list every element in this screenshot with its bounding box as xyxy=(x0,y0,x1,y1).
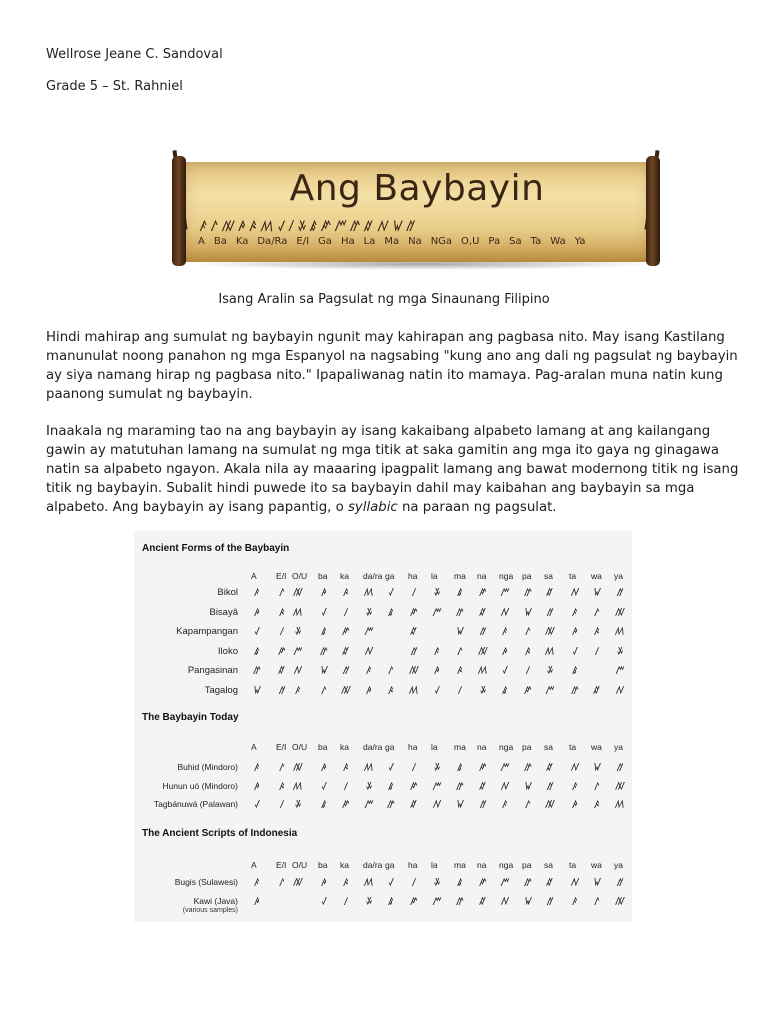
script-glyph-icon: ꤱ xyxy=(321,684,327,697)
column-header: A xyxy=(251,742,257,752)
script-glyph-icon: ꤲ xyxy=(293,587,303,599)
script-glyph-icon: ꤸ xyxy=(294,799,302,811)
paragraph-line: Hindi mahirap ang sumulat ng baybayin ngunit may kahirapan ang pagbasa nito. May isang Kastilang xyxy=(46,330,725,345)
script-glyph-icon: ꤸ xyxy=(294,626,302,638)
script-glyph-icon: ꤽ xyxy=(479,780,487,793)
script-glyph-icon: ꤺ xyxy=(524,684,532,697)
column-header: pa xyxy=(522,860,532,870)
banner-title: Ang Baybayin xyxy=(289,168,545,209)
script-glyph-icon: ꤵ xyxy=(364,877,374,889)
script-glyph-icon: ꤵ xyxy=(478,665,488,677)
script-glyph-icon: ꥀ xyxy=(410,645,418,658)
column-header: A xyxy=(251,571,257,581)
script-glyph-icon: ꤹ xyxy=(457,762,463,774)
script-glyph-icon: ꤼ xyxy=(524,587,532,599)
script-glyph-icon: ꤾ xyxy=(294,665,302,677)
column-header: ga xyxy=(385,860,395,870)
script-glyph-icon: ꤹ xyxy=(388,896,394,908)
script-glyph-icon: ꤻ xyxy=(500,762,510,774)
script-glyph-icon: ꤹ xyxy=(254,645,260,658)
script-glyph-icon: ꤼ xyxy=(456,780,464,793)
script-glyph-icon: ꤸ xyxy=(365,780,373,793)
banner-syllable: Da/Ra xyxy=(257,236,288,247)
script-glyph-icon: ꤾ xyxy=(501,780,509,793)
script-glyph-icon: ꤸ xyxy=(433,762,441,774)
script-glyph-icon: ꤽ xyxy=(546,877,554,889)
script-glyph-icon: ꤻ xyxy=(500,877,510,889)
column-header: ma xyxy=(454,742,466,752)
row-label: Buhid (Mindoro) xyxy=(177,762,238,772)
section-title: Ancient Forms of the Baybayin xyxy=(142,543,290,554)
script-glyph-icon: ꤹ xyxy=(321,626,327,638)
row-label: Bugis (Sulawesi) xyxy=(174,877,238,887)
script-glyph-icon: ꤺ xyxy=(410,780,418,793)
script-glyph-icon: ꤽ xyxy=(546,587,554,599)
script-glyph-icon: ꤹ xyxy=(457,877,463,889)
script-glyph-icon: ꤰ xyxy=(502,626,508,638)
column-header: da/ra xyxy=(363,571,383,581)
script-glyph-icon: ꥀ xyxy=(479,626,487,638)
row-note: (various samples) xyxy=(182,907,238,914)
script-glyph-icon: ꥀ xyxy=(342,665,350,677)
column-header: nga xyxy=(499,571,514,581)
script-glyph-icon: ꤸ xyxy=(433,877,441,889)
script-glyph-icon: ꥀ xyxy=(278,684,286,697)
script-glyph-icon: ꤵ xyxy=(545,645,555,658)
script-glyph-icon: ꤰ xyxy=(254,877,260,889)
column-header: pa xyxy=(522,571,532,581)
column-header: la xyxy=(431,742,438,752)
script-glyph-icon: ꤼ xyxy=(320,645,328,658)
script-glyph-icon: ꤺ xyxy=(278,645,286,658)
script-glyph-icon: ꤼ xyxy=(571,684,579,697)
script-glyph-icon: ꤵ xyxy=(364,587,374,599)
script-glyph-icon: ꤱ xyxy=(279,762,285,774)
column-header: la xyxy=(431,860,438,870)
script-glyph-icon: ꤾ xyxy=(501,896,509,908)
script-glyph-icon: ꤽ xyxy=(410,799,418,811)
script-glyph-icon: ꤳ xyxy=(572,626,578,638)
banner-syllable: Ma xyxy=(384,236,400,247)
script-glyph-icon: ꤿ xyxy=(320,665,328,677)
script-glyph-icon: ꤲ xyxy=(478,645,488,658)
script-glyph-icon: ꤿ xyxy=(253,684,261,697)
script-glyph-icon: ꤳ xyxy=(321,587,327,599)
script-glyph-icon: ꤺ xyxy=(479,877,487,889)
script-glyph-icon: ꤳ xyxy=(321,762,327,774)
column-header: ma xyxy=(454,571,466,581)
banner-syllable: Na xyxy=(408,236,422,247)
script-glyph-icon: ꤷ xyxy=(280,626,284,638)
column-header: na xyxy=(477,742,487,752)
script-glyph-icon: ꤹ xyxy=(457,587,463,599)
script-glyph-icon: ꤸ xyxy=(546,665,554,677)
column-header: ya xyxy=(614,860,623,870)
row-label: Iloko xyxy=(217,645,238,657)
script-glyph-icon: ꤵ xyxy=(364,762,374,774)
grade-section: Grade 5 – St. Rahniel xyxy=(46,79,183,94)
row-label: Pangasinan xyxy=(187,665,238,676)
script-glyph-icon: ꤱ xyxy=(457,645,463,658)
script-glyph-icon: ꤴ xyxy=(279,606,285,619)
script-glyph-icon: ꤰ xyxy=(366,665,372,677)
script-glyph-icon: ꤵ xyxy=(409,684,419,697)
row-label: Kapampangan xyxy=(176,626,238,637)
script-glyph-icon: ꤿ xyxy=(593,587,601,599)
script-glyph-icon: ꤲ xyxy=(615,896,625,908)
column-header: O/U xyxy=(292,860,308,870)
banner-syllable: Ta xyxy=(530,236,542,247)
script-glyph-icon: ꤹ xyxy=(572,665,578,677)
banner-syllable: A xyxy=(198,236,205,247)
script-glyph-icon: ꤺ xyxy=(410,896,418,908)
script-glyph-icon: ꤷ xyxy=(344,606,348,619)
column-header: ta xyxy=(569,571,577,581)
banner-syllable: NGa xyxy=(430,236,453,247)
script-glyph-icon: ꤺ xyxy=(479,587,487,599)
script-glyph-icon: ꤾ xyxy=(571,877,579,889)
script-glyph-icon: ꤶ xyxy=(254,799,260,811)
column-header: O/U xyxy=(292,742,308,752)
script-glyph-icon: ꤴ xyxy=(343,762,349,774)
script-glyph-icon: ꤸ xyxy=(433,587,441,599)
script-glyph-icon: ꤿ xyxy=(524,606,532,619)
script-glyph-icon: ꤰ xyxy=(254,587,260,599)
script-glyph-icon: ꤰ xyxy=(502,799,508,811)
script-glyph-icon: ꤱ xyxy=(525,799,531,811)
script-glyph-icon: ꤷ xyxy=(412,762,416,774)
column-header: ba xyxy=(318,860,328,870)
script-glyph-icon: ꥀ xyxy=(546,896,554,908)
column-header: wa xyxy=(591,571,602,581)
column-header: E/I xyxy=(276,742,287,752)
script-glyph-icon: ꤿ xyxy=(524,780,532,793)
script-glyph-icon: ꤾ xyxy=(571,587,579,599)
column-header: A xyxy=(251,860,257,870)
banner-syllable: Ya xyxy=(574,236,586,247)
column-header: ba xyxy=(318,571,328,581)
script-glyph-icon: ꤼ xyxy=(456,896,464,908)
script-glyph-icon: ꤲ xyxy=(293,877,303,889)
row-label: Kawi (Java) xyxy=(193,896,238,906)
section-title: The Baybayin Today xyxy=(142,712,239,723)
script-glyph-icon: ꤹ xyxy=(388,780,394,793)
script-glyph-icon: ꤵ xyxy=(293,606,303,619)
column-header: sa xyxy=(544,860,553,870)
script-glyph-icon: ꤻ xyxy=(500,587,510,599)
script-glyph-icon: ꤲ xyxy=(615,780,625,793)
script-glyph-icon: ꤱ xyxy=(279,587,285,599)
banner-syllable: O,U xyxy=(461,236,480,247)
script-glyph-icon: ꤻ xyxy=(432,780,442,793)
paragraph-line: ay siya namang hirap ng pagbasa nito." Ipapaliwanag natin ito mamaya. Pag-aralan muna natin kung xyxy=(46,368,723,383)
row-label: Bisayâ xyxy=(209,606,238,618)
row-label: Tagalog xyxy=(204,684,238,696)
column-header: E/I xyxy=(276,571,287,581)
script-glyph-icon: ꤲ xyxy=(545,626,555,638)
script-glyph-icon: ꤶ xyxy=(388,877,394,889)
script-glyph-icon: ꤴ xyxy=(594,626,600,638)
banner-syllable: Sa xyxy=(509,236,522,247)
column-header: O/U xyxy=(292,571,308,581)
column-header: sa xyxy=(544,571,553,581)
script-glyph-icon: ꤷ xyxy=(526,665,530,677)
column-header: ga xyxy=(385,742,395,752)
script-glyph-icon: ꤺ xyxy=(410,606,418,619)
row-label: Tagbánuwá (Palawan) xyxy=(153,799,238,809)
script-glyph-icon: ꤹ xyxy=(502,684,508,697)
script-glyph-icon: ꤶ xyxy=(572,645,578,658)
script-glyph-icon: ꤿ xyxy=(456,799,464,811)
banner-syllable: La xyxy=(363,236,376,247)
script-glyph-icon: ꤽ xyxy=(479,606,487,619)
script-glyph-icon: ꤽ xyxy=(410,626,418,638)
script-glyph-icon: ꤽ xyxy=(479,896,487,908)
script-glyph-icon: ꤶ xyxy=(388,762,394,774)
banner-syllable: Ga xyxy=(318,236,332,247)
column-header: da/ra xyxy=(363,742,383,752)
script-glyph-icon: ꤼ xyxy=(456,606,464,619)
lesson-subtitle: Isang Aralin sa Pagsulat ng mga Sinaunang Filipino xyxy=(218,292,550,307)
script-glyph-icon: ꤳ xyxy=(254,606,260,619)
script-glyph-icon: ꤵ xyxy=(615,626,625,638)
script-glyph-icon: ꤳ xyxy=(321,877,327,889)
script-glyph-icon: ꤴ xyxy=(457,665,463,677)
script-glyph-icon: ꤰ xyxy=(572,606,578,619)
column-header: ha xyxy=(408,860,418,870)
script-glyph-icon: ꤱ xyxy=(525,626,531,638)
script-glyph-icon: ꤾ xyxy=(433,799,441,811)
script-glyph-icon: ꤼ xyxy=(524,762,532,774)
script-glyph-icon: ꤲ xyxy=(545,799,555,811)
script-glyph-icon: ꤶ xyxy=(388,587,394,599)
row-label: Hunun uó (Mindoro) xyxy=(162,780,238,791)
script-glyph-icon: ꤽ xyxy=(342,645,350,658)
column-header: nga xyxy=(499,860,514,870)
script-glyph-icon: ꤱ xyxy=(594,780,600,793)
column-header: ma xyxy=(454,860,466,870)
script-glyph-icon: ꤻ xyxy=(364,626,374,638)
row-label: Bikol xyxy=(217,587,238,598)
script-glyph-icon: ꤲ xyxy=(293,762,303,774)
script-glyph-icon: ꤻ xyxy=(293,645,303,658)
paragraph-1 xyxy=(46,328,736,404)
column-header: ba xyxy=(318,742,328,752)
script-glyph-icon: ꤿ xyxy=(456,626,464,638)
column-header: na xyxy=(477,860,487,870)
script-glyph-icon: ꤴ xyxy=(525,645,531,658)
syllabic-term: syllabic xyxy=(347,500,398,515)
section-title: The Ancient Scripts of Indonesia xyxy=(142,828,298,839)
author-name: Wellrose Jeane C. Sandoval xyxy=(46,47,223,62)
script-glyph-icon: ꤾ xyxy=(365,645,373,658)
script-glyph-icon: ꤾ xyxy=(616,684,624,697)
script-glyph-icon: ꥀ xyxy=(546,606,554,619)
paragraph-line: Inaakala ng maraming tao na ang baybayin ay isang kakaibang alpabeto lamang at ang kailangang xyxy=(46,424,711,439)
column-header: da/ra xyxy=(363,860,383,870)
script-glyph-icon: ꤿ xyxy=(593,877,601,889)
script-glyph-icon: ꥀ xyxy=(479,799,487,811)
script-glyph-icon: ꤲ xyxy=(615,606,625,619)
column-header: ha xyxy=(408,742,418,752)
script-glyph-icon: ꤾ xyxy=(501,606,509,619)
script-glyph-icon: ꥀ xyxy=(616,762,624,774)
script-glyph-icon: ꤻ xyxy=(432,896,442,908)
script-glyph-icon: ꤳ xyxy=(366,684,372,697)
script-glyph-icon: ꤷ xyxy=(344,896,348,908)
script-glyph-icon: ꤴ xyxy=(388,684,394,697)
column-header: ka xyxy=(340,571,349,581)
column-header: ya xyxy=(614,571,623,581)
script-glyph-icon: ꤱ xyxy=(388,665,394,677)
column-header: sa xyxy=(544,742,553,752)
column-header: ta xyxy=(569,742,577,752)
column-header: ha xyxy=(408,571,418,581)
script-glyph-icon: ꤶ xyxy=(321,780,327,793)
script-glyph-icon: ꤻ xyxy=(432,606,442,619)
script-glyph-icon: ꤴ xyxy=(279,780,285,793)
script-glyph-icon: ꤸ xyxy=(479,684,487,697)
script-glyph-icon: ꤽ xyxy=(593,684,601,697)
banner-syllable: Ha xyxy=(340,236,355,247)
script-glyph-icon: ꤰ xyxy=(254,762,260,774)
script-glyph-icon: ꤶ xyxy=(434,684,440,697)
column-header: na xyxy=(477,571,487,581)
script-glyph-icon: ꤶ xyxy=(254,626,260,638)
script-glyph-icon: ꤵ xyxy=(615,799,625,811)
script-glyph-icon: ꤼ xyxy=(387,799,395,811)
column-header: wa xyxy=(591,742,602,752)
script-glyph-icon: ꤸ xyxy=(365,896,373,908)
script-glyph-icon: ꤵ xyxy=(293,780,303,793)
script-glyph-icon: ꤷ xyxy=(344,780,348,793)
paragraph-line: natin sa alpabeto ngayon. Akala nila ay maaaring ipagpalit lamang ang bawat modernong titik ng isang xyxy=(46,462,739,477)
baybayin-characters-icon: ꤰꤱꤲꤳꤴꤵꤶꤷꤸꤹꤺꤻꤼꤽꤾꤿꥀ xyxy=(200,217,419,235)
script-glyph-icon: ꤰ xyxy=(434,645,440,658)
baybayin-banner-image xyxy=(172,150,662,275)
script-glyph-icon: ꤷ xyxy=(595,645,599,658)
script-glyph-icon: ꤰ xyxy=(572,780,578,793)
script-glyph-icon: ꤽ xyxy=(546,762,554,774)
banner-syllable: Pa xyxy=(488,236,501,247)
script-glyph-icon: ꤹ xyxy=(388,606,394,619)
script-glyph-icon: ꤶ xyxy=(502,665,508,677)
script-glyph-icon: ꤻ xyxy=(615,665,625,677)
script-glyph-icon: ꤱ xyxy=(594,896,600,908)
script-glyph-icon: ꤿ xyxy=(593,762,601,774)
script-glyph-icon: ꥀ xyxy=(616,587,624,599)
script-glyph-icon: ꤺ xyxy=(342,626,350,638)
banner-syllable: E/I xyxy=(296,236,310,247)
script-glyph-icon: ꤺ xyxy=(479,762,487,774)
script-glyph-icon: ꤿ xyxy=(524,896,532,908)
script-glyph-icon: ꤱ xyxy=(279,877,285,889)
column-header: nga xyxy=(499,742,514,752)
script-glyph-icon: ꤲ xyxy=(409,665,419,677)
script-glyph-icon: ꤸ xyxy=(365,606,373,619)
paragraph-2 xyxy=(46,422,739,517)
column-header: ga xyxy=(385,571,395,581)
column-header: la xyxy=(431,571,438,581)
script-glyph-icon: ꤷ xyxy=(412,587,416,599)
baybayin-scripts-table-image xyxy=(134,531,632,922)
script-glyph-icon: ꤴ xyxy=(343,877,349,889)
script-glyph-icon: ꤳ xyxy=(254,896,260,908)
paragraph-line: gawin ay matutuhan lamang na sumulat ng mga titik at saka gamitin ang mga ito gaya ng ginagawa xyxy=(46,443,719,458)
banner-syllable: Ka xyxy=(235,236,249,247)
script-glyph-icon: ꤱ xyxy=(594,606,600,619)
script-glyph-icon: ꤰ xyxy=(295,684,301,697)
script-glyph-icon: ꤳ xyxy=(434,665,440,677)
column-header: wa xyxy=(591,860,602,870)
script-glyph-icon: ꤶ xyxy=(321,606,327,619)
column-header: ka xyxy=(340,742,349,752)
script-glyph-icon: ꤴ xyxy=(343,587,349,599)
column-header: ya xyxy=(614,742,623,752)
script-glyph-icon: ꥀ xyxy=(616,877,624,889)
column-header: E/I xyxy=(276,860,287,870)
script-glyph-icon: ꥀ xyxy=(546,780,554,793)
script-glyph-icon: ꤼ xyxy=(253,665,261,677)
script-glyph-icon: ꤰ xyxy=(572,896,578,908)
script-glyph-icon: ꤷ xyxy=(412,877,416,889)
script-glyph-icon: ꤷ xyxy=(280,799,284,811)
script-glyph-icon: ꤹ xyxy=(321,799,327,811)
banner-syllable: Ba xyxy=(213,236,227,247)
script-glyph-icon: ꤶ xyxy=(321,896,327,908)
paragraph-line: paanong sumulat ng baybayin. xyxy=(46,387,253,402)
script-glyph-icon: ꤷ xyxy=(458,684,462,697)
script-glyph-icon: ꤾ xyxy=(571,762,579,774)
paragraph-line: titik ng baybayin. Subalit hindi puwede ito sa baybayin dahil may kaibahan ang baybayin sa mga xyxy=(46,481,695,496)
script-glyph-icon: ꤸ xyxy=(616,645,624,658)
banner-syllable-labels xyxy=(198,236,585,247)
column-header: ka xyxy=(340,860,349,870)
script-glyph-icon: ꤺ xyxy=(342,799,350,811)
script-glyph-icon: ꤻ xyxy=(545,684,555,697)
column-header: pa xyxy=(522,742,532,752)
script-glyph-icon: ꤳ xyxy=(254,780,260,793)
script-glyph-icon: ꤽ xyxy=(278,665,286,677)
paragraph-line: alpabeto. Ang baybayin ay isang papantig, o syllabic na paraan ng pagsulat. xyxy=(46,500,557,515)
script-glyph-icon: ꤳ xyxy=(572,799,578,811)
banner-syllable: Wa xyxy=(550,236,566,247)
script-glyph-icon: ꤴ xyxy=(594,799,600,811)
column-header: ta xyxy=(569,860,577,870)
script-glyph-icon: ꤻ xyxy=(364,799,374,811)
script-glyph-icon: ꤲ xyxy=(341,684,351,697)
script-glyph-icon: ꤳ xyxy=(502,645,508,658)
paragraph-line: manunulat noong panahon ng mga Espanyol na nagsabing "kung ano ang dali ng pagsulat ng baybayin xyxy=(46,349,738,364)
script-glyph-icon: ꤼ xyxy=(524,877,532,889)
